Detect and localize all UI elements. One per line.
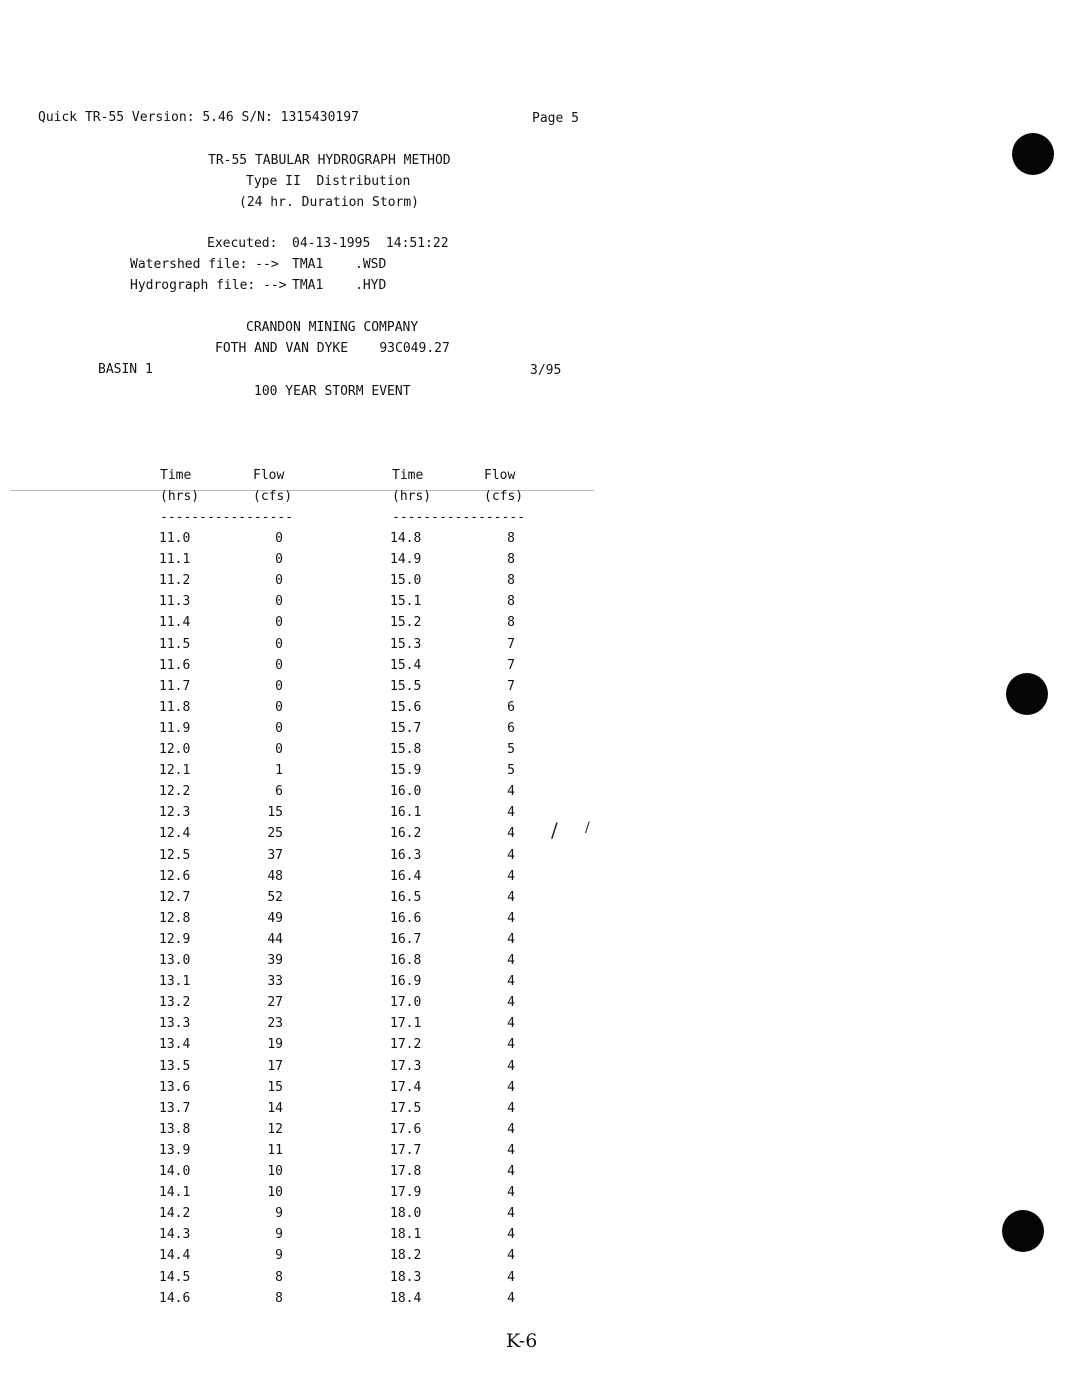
left-time-cell: 11.7: [159, 679, 191, 694]
storm-duration: (24 hr. Duration Storm): [239, 195, 420, 210]
left-time-cell: 13.8: [159, 1122, 191, 1137]
right-time-cell: 18.2: [390, 1248, 422, 1263]
left-flow-cell: 49: [267, 911, 283, 926]
left-time-cell: 13.7: [159, 1101, 191, 1116]
left-time-cell: 13.1: [159, 974, 191, 989]
right-time-cell: 18.3: [390, 1270, 422, 1285]
right-time-header: Time: [392, 468, 424, 483]
report-title: TR-55 TABULAR HYDROGRAPH METHOD: [208, 153, 451, 168]
left-flow-cell: 0: [275, 658, 283, 673]
left-flow-cell: 0: [275, 573, 283, 588]
executed-value: 04-13-1995 14:51:22: [292, 236, 449, 251]
right-flow-cell: 8: [507, 573, 515, 588]
right-time-cell: 15.6: [390, 700, 422, 715]
right-time-cell: 15.1: [390, 594, 422, 609]
right-flow-cell: 8: [507, 531, 515, 546]
left-flow-cell: 8: [275, 1291, 283, 1306]
right-flow-cell: 4: [507, 1016, 515, 1031]
left-time-cell: 11.1: [159, 552, 191, 567]
right-flow-cell: 8: [507, 594, 515, 609]
company-name: CRANDON MINING COMPANY: [246, 320, 419, 335]
left-time-cell: 14.1: [159, 1185, 191, 1200]
right-time-cell: 18.1: [390, 1227, 422, 1242]
left-flow-cell: 0: [275, 721, 283, 736]
right-time-cell: 15.8: [390, 742, 422, 757]
pen-mark: /: [551, 818, 558, 842]
right-flow-cell: 4: [507, 911, 515, 926]
right-flow-cell: 4: [507, 848, 515, 863]
page-number: Page 5: [532, 111, 579, 126]
right-time-cell: 17.3: [390, 1059, 422, 1074]
right-flow-cell: 4: [507, 784, 515, 799]
left-flow-cell: 52: [267, 890, 283, 905]
right-flow-cell: 4: [507, 1101, 515, 1116]
left-time-cell: 11.2: [159, 573, 191, 588]
left-time-cell: 11.0: [159, 531, 191, 546]
storm-event: 100 YEAR STORM EVENT: [254, 384, 411, 399]
left-time-cell: 12.1: [159, 763, 191, 778]
left-flow-cell: 0: [275, 552, 283, 567]
hydrograph-file-label: Hydrograph file: -->: [130, 278, 287, 293]
right-time-cell: 16.1: [390, 805, 422, 820]
left-flow-cell: 0: [275, 531, 283, 546]
left-time-cell: 11.9: [159, 721, 191, 736]
left-time-cell: 12.2: [159, 784, 191, 799]
right-time-cell: 16.5: [390, 890, 422, 905]
right-time-cell: 17.9: [390, 1185, 422, 1200]
left-flow-cell: 15: [267, 805, 283, 820]
right-time-cell: 18.4: [390, 1291, 422, 1306]
right-time-cell: 15.7: [390, 721, 422, 736]
right-flow-cell: 4: [507, 805, 515, 820]
right-time-cell: 17.2: [390, 1037, 422, 1052]
left-flow-cell: 44: [267, 932, 283, 947]
left-flow-cell: 12: [267, 1122, 283, 1137]
right-time-cell: 17.5: [390, 1101, 422, 1116]
right-flow-cell: 7: [507, 679, 515, 694]
right-flow-cell: 4: [507, 1037, 515, 1052]
left-time-cell: 12.0: [159, 742, 191, 757]
right-flow-cell: 4: [507, 1291, 515, 1306]
left-time-cell: 11.3: [159, 594, 191, 609]
right-time-cell: 16.8: [390, 953, 422, 968]
right-time-cell: 15.3: [390, 637, 422, 652]
right-time-cell: 17.0: [390, 995, 422, 1010]
pen-mark: /: [585, 820, 590, 836]
right-time-cell: 17.1: [390, 1016, 422, 1031]
right-flow-cell: 5: [507, 763, 515, 778]
right-flow-cell: 7: [507, 658, 515, 673]
left-time-cell: 13.2: [159, 995, 191, 1010]
right-time-cell: 18.0: [390, 1206, 422, 1221]
binder-hole: [1006, 673, 1048, 715]
hydrograph-file-name: TMA1: [292, 278, 324, 293]
page-code: K-6: [506, 1330, 538, 1352]
right-flow-cell: 8: [507, 615, 515, 630]
right-flow-cell: 6: [507, 721, 515, 736]
left-flow-cell: 0: [275, 742, 283, 757]
right-time-cell: 15.0: [390, 573, 422, 588]
left-flow-cell: 11: [267, 1143, 283, 1158]
left-flow-cell: 1: [275, 763, 283, 778]
left-flow-cell: 10: [267, 1185, 283, 1200]
right-time-cell: 16.7: [390, 932, 422, 947]
left-flow-cell: 17: [267, 1059, 283, 1074]
right-time-cell: 17.6: [390, 1122, 422, 1137]
right-time-cell: 14.9: [390, 552, 422, 567]
left-flow-cell: 8: [275, 1270, 283, 1285]
basin-label: BASIN 1: [98, 362, 153, 377]
left-flow-unit: (cfs): [253, 489, 293, 504]
left-time-cell: 14.2: [159, 1206, 191, 1221]
left-time-cell: 11.5: [159, 637, 191, 652]
right-flow-cell: 4: [507, 1059, 515, 1074]
right-time-cell: 17.7: [390, 1143, 422, 1158]
right-time-cell: 15.2: [390, 615, 422, 630]
left-flow-cell: 27: [267, 995, 283, 1010]
right-flow-cell: 4: [507, 826, 515, 841]
left-flow-cell: 9: [275, 1248, 283, 1263]
left-time-cell: 13.6: [159, 1080, 191, 1095]
left-time-cell: 13.5: [159, 1059, 191, 1074]
right-time-cell: 14.8: [390, 531, 422, 546]
right-flow-cell: 5: [507, 742, 515, 757]
firm-line: FOTH AND VAN DYKE 93C049.27: [215, 341, 450, 356]
right-time-cell: 16.9: [390, 974, 422, 989]
report-date: 3/95: [530, 363, 562, 378]
left-flow-cell: 10: [267, 1164, 283, 1179]
left-flow-cell: 23: [267, 1016, 283, 1031]
right-flow-cell: 4: [507, 1080, 515, 1095]
left-flow-cell: 25: [267, 826, 283, 841]
left-flow-cell: 19: [267, 1037, 283, 1052]
right-time-cell: 15.5: [390, 679, 422, 694]
left-flow-cell: 0: [275, 615, 283, 630]
right-flow-cell: 4: [507, 1248, 515, 1263]
left-time-unit: (hrs): [160, 489, 200, 504]
right-time-cell: 16.4: [390, 869, 422, 884]
right-flow-cell: 8: [507, 552, 515, 567]
right-flow-cell: 4: [507, 869, 515, 884]
right-flow-cell: 4: [507, 995, 515, 1010]
left-flow-cell: 14: [267, 1101, 283, 1116]
left-flow-cell: 15: [267, 1080, 283, 1095]
distribution-type: Type II Distribution: [246, 174, 411, 189]
right-flow-cell: 4: [507, 1164, 515, 1179]
left-header-rule: -----------------: [160, 510, 294, 525]
binder-hole: [1012, 133, 1054, 175]
left-time-cell: 14.4: [159, 1248, 191, 1263]
left-time-cell: 14.3: [159, 1227, 191, 1242]
left-time-cell: 12.8: [159, 911, 191, 926]
left-time-cell: 12.3: [159, 805, 191, 820]
left-time-cell: 14.5: [159, 1270, 191, 1285]
left-time-cell: 12.5: [159, 848, 191, 863]
left-time-cell: 14.6: [159, 1291, 191, 1306]
left-flow-cell: 6: [275, 784, 283, 799]
right-flow-cell: 4: [507, 974, 515, 989]
right-time-cell: 16.3: [390, 848, 422, 863]
left-flow-cell: 0: [275, 700, 283, 715]
right-flow-cell: 4: [507, 1206, 515, 1221]
right-flow-cell: 4: [507, 1143, 515, 1158]
right-flow-cell: 4: [507, 1122, 515, 1137]
hydrograph-file-ext: .HYD: [355, 278, 387, 293]
right-time-unit: (hrs): [392, 489, 432, 504]
left-time-cell: 11.4: [159, 615, 191, 630]
left-flow-header: Flow: [253, 468, 285, 483]
right-flow-cell: 4: [507, 890, 515, 905]
watershed-file-label: Watershed file: -->: [130, 257, 279, 272]
left-flow-cell: 9: [275, 1206, 283, 1221]
binder-hole: [1002, 1210, 1044, 1252]
watershed-file-name: TMA1: [292, 257, 324, 272]
right-time-cell: 15.4: [390, 658, 422, 673]
left-time-cell: 11.8: [159, 700, 191, 715]
right-flow-cell: 4: [507, 953, 515, 968]
right-time-cell: 16.0: [390, 784, 422, 799]
right-flow-cell: 4: [507, 1270, 515, 1285]
right-header-rule: -----------------: [392, 510, 526, 525]
left-time-header: Time: [160, 468, 192, 483]
right-flow-header: Flow: [484, 468, 516, 483]
left-time-cell: 13.9: [159, 1143, 191, 1158]
right-flow-cell: 4: [507, 1185, 515, 1200]
left-flow-cell: 48: [267, 869, 283, 884]
left-time-cell: 13.3: [159, 1016, 191, 1031]
executed-label: Executed:: [207, 236, 278, 251]
left-time-cell: 13.0: [159, 953, 191, 968]
right-flow-cell: 6: [507, 700, 515, 715]
left-time-cell: 12.6: [159, 869, 191, 884]
right-flow-unit: (cfs): [484, 489, 524, 504]
left-time-cell: 13.4: [159, 1037, 191, 1052]
left-time-cell: 12.9: [159, 932, 191, 947]
right-flow-cell: 4: [507, 1227, 515, 1242]
right-time-cell: 16.6: [390, 911, 422, 926]
left-flow-cell: 33: [267, 974, 283, 989]
left-flow-cell: 0: [275, 594, 283, 609]
right-time-cell: 17.8: [390, 1164, 422, 1179]
right-flow-cell: 7: [507, 637, 515, 652]
left-flow-cell: 0: [275, 637, 283, 652]
left-flow-cell: 39: [267, 953, 283, 968]
right-flow-cell: 4: [507, 932, 515, 947]
right-time-cell: 16.2: [390, 826, 422, 841]
left-flow-cell: 0: [275, 679, 283, 694]
version-line: Quick TR-55 Version: 5.46 S/N: 1315430197: [38, 110, 359, 125]
left-flow-cell: 9: [275, 1227, 283, 1242]
right-time-cell: 15.9: [390, 763, 422, 778]
right-time-cell: 17.4: [390, 1080, 422, 1095]
left-time-cell: 12.4: [159, 826, 191, 841]
watershed-file-ext: .WSD: [355, 257, 387, 272]
left-time-cell: 12.7: [159, 890, 191, 905]
left-time-cell: 11.6: [159, 658, 191, 673]
left-flow-cell: 37: [267, 848, 283, 863]
left-time-cell: 14.0: [159, 1164, 191, 1179]
